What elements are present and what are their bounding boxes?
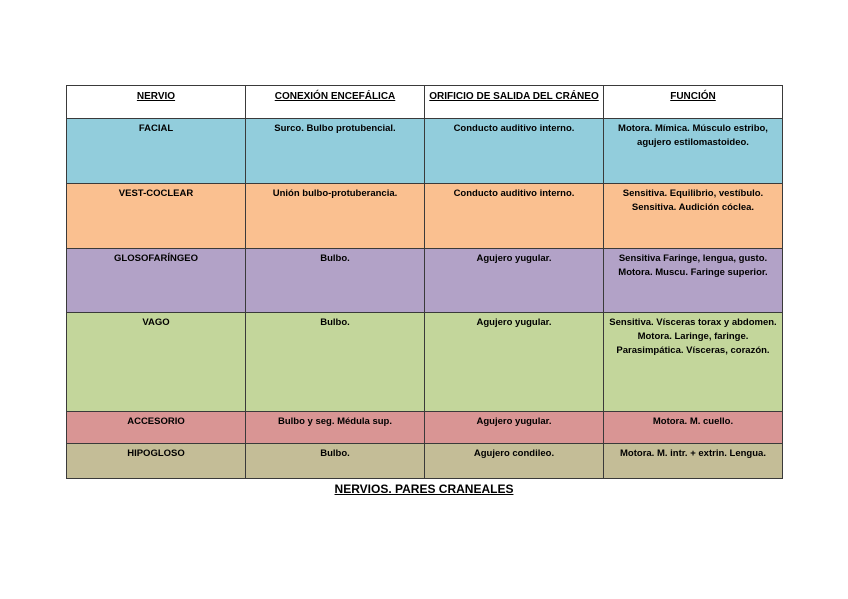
- cell-conexion: Bulbo.: [246, 249, 425, 313]
- cell-nervio: FACIAL: [67, 119, 246, 184]
- cell-orificio: Agujero condileo.: [425, 444, 604, 479]
- cell-conexion: Surco. Bulbo protubencial.: [246, 119, 425, 184]
- table-caption: NERVIOS. PARES CRANEALES: [334, 482, 514, 496]
- cell-funcion: Motora. M. intr. + extrin. Lengua.: [604, 444, 783, 479]
- cell-funcion: Sensitiva Faringe, lengua, gusto. Motora. Muscu. Faringe superior.: [604, 249, 783, 313]
- cell-conexion: Bulbo.: [246, 313, 425, 412]
- cell-funcion: Sensitiva. Equilibrio, vestíbulo. Sensitiva. Audición cóclea.: [604, 184, 783, 249]
- table-row-accesorio: [67, 412, 783, 444]
- table-header-row: [67, 86, 783, 119]
- cell-nervio: VAGO: [67, 313, 246, 412]
- header-conexion: CONEXIÓN ENCEFÁLICA: [246, 86, 425, 119]
- cell-nervio: GLOSOFARÍNGEO: [67, 249, 246, 313]
- cell-orificio: Conducto auditivo interno.: [425, 184, 604, 249]
- table-row-vest-coclear: [67, 184, 783, 249]
- table-row-facial: [67, 119, 783, 184]
- header-orificio: ORIFICIO DE SALIDA DEL CRÁNEO: [425, 86, 604, 119]
- table-row-vago: [67, 313, 783, 412]
- header-funcion: FUNCIÓN: [604, 86, 783, 119]
- cell-conexion: Bulbo.: [246, 444, 425, 479]
- cell-orificio: Agujero yugular.: [425, 313, 604, 412]
- cell-nervio: ACCESORIO: [67, 412, 246, 444]
- cell-conexion: Bulbo y seg. Médula sup.: [246, 412, 425, 444]
- cell-conexion: Unión bulbo-protuberancia.: [246, 184, 425, 249]
- header-nervio: NERVIO: [67, 86, 246, 119]
- table-row-hipogloso: [67, 444, 783, 479]
- cell-funcion: Motora. Mímica. Músculo estribo, agujero estilomastoideo.: [604, 119, 783, 184]
- cranial-nerves-table: [66, 85, 783, 479]
- cell-orificio: Conducto auditivo interno.: [425, 119, 604, 184]
- cell-nervio: HIPOGLOSO: [67, 444, 246, 479]
- table-row-glosofaringeo: [67, 249, 783, 313]
- cell-nervio: VEST-COCLEAR: [67, 184, 246, 249]
- cell-orificio: Agujero yugular.: [425, 412, 604, 444]
- cell-orificio: Agujero yugular.: [425, 249, 604, 313]
- cell-funcion: Sensitiva. Vísceras torax y abdomen. Motora. Laringe, faringe. Parasimpática. Vísceras, corazón.: [604, 313, 783, 412]
- cell-funcion: Motora. M. cuello.: [604, 412, 783, 444]
